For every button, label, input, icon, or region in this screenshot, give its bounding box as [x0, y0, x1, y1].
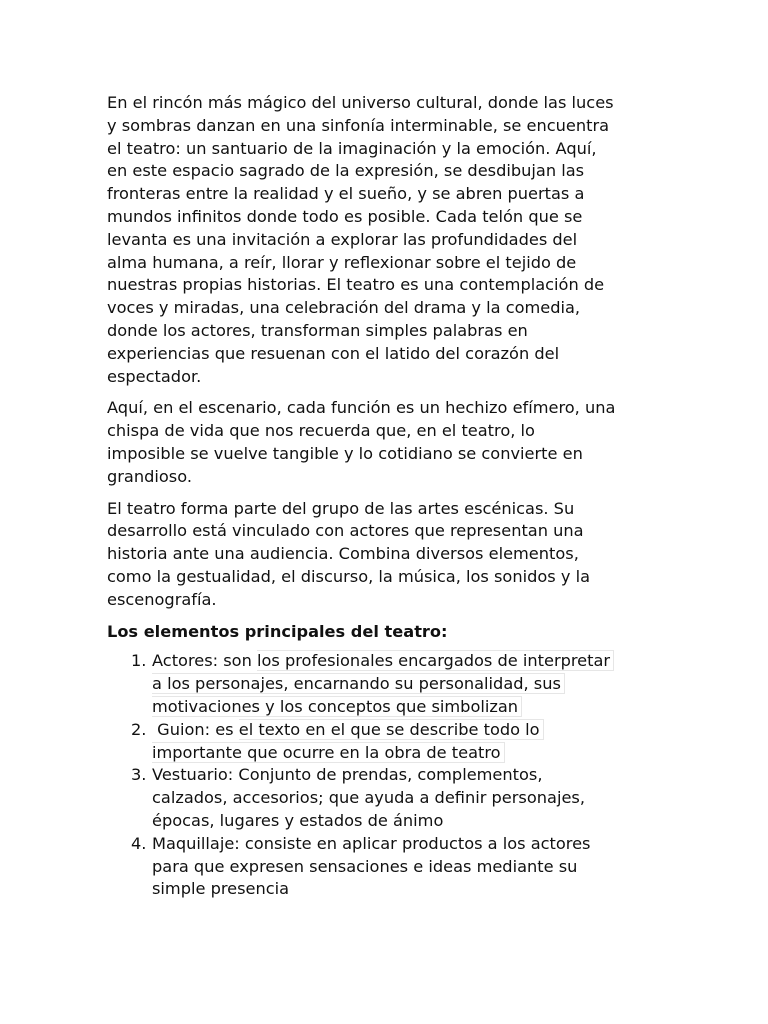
list-item	[107, 719, 667, 765]
list-number: 3.	[131, 765, 147, 785]
list-item-line	[152, 673, 667, 696]
text-line: como la gestualidad, el discurso, la música, los sonidos y la	[107, 566, 590, 586]
paragraph	[107, 397, 667, 488]
list-item-line	[152, 696, 667, 719]
highlighted-text: los profesionales encargados de interpretar	[257, 650, 614, 671]
highlighted-text: a los personajes, encarnando su personalidad, sus	[152, 673, 565, 694]
text-line: donde los actores, transforman simples palabras en	[107, 320, 528, 340]
list-item-line	[152, 856, 667, 879]
text-line: En el rincón más mágico del universo cultural, donde las luces	[107, 93, 614, 112]
list-item-line	[152, 787, 667, 810]
text-line: Aquí, en el escenario, cada función es un hechizo efímero, una	[107, 398, 616, 418]
list-item-line	[152, 719, 667, 742]
paragraph	[107, 498, 667, 612]
list-item-line	[152, 650, 667, 673]
highlighted-text: importante que ocurre en la obra de teatro	[152, 742, 505, 763]
text-line: fronteras entre la realidad y el sueño, y se abren puertas a	[107, 184, 585, 204]
text-line: alma humana, a reír, llorar y reflexionar sobre el tejido de	[107, 252, 577, 272]
elements-list	[107, 650, 667, 901]
highlighted-text: el texto en el que se describe todo lo	[239, 719, 544, 740]
paragraph	[107, 92, 667, 388]
text-line: imposible se vuelve tangible y lo cotidiano se convierte en	[107, 443, 583, 463]
text-line: mundos infinitos donde todo es posible. Cada telón que se	[107, 206, 583, 226]
list-item	[107, 764, 667, 832]
list-item	[107, 650, 667, 718]
text-line: escenografía.	[107, 589, 217, 609]
list-item-line	[152, 810, 667, 833]
list-item-text: Maquillaje: consiste en aplicar productos a los actores	[152, 833, 591, 853]
text-line: el teatro: un santuario de la imaginación y la emoción. Aquí,	[107, 138, 597, 158]
list-item-text: épocas, lugares y estados de ánimo	[152, 810, 444, 830]
body-text	[107, 92, 667, 612]
text-line: nuestras propias historias. El teatro es una contemplación de	[107, 275, 605, 295]
text-line: levanta es una invitación a explorar las profundidades del	[107, 229, 578, 249]
text-line: espectador.	[107, 366, 202, 386]
text-line: voces y miradas, una celebración del drama y la comedia,	[107, 298, 581, 318]
list-number: 1.	[131, 651, 147, 671]
list-item-text: calzados, accesorios; que ayuda a definir personajes,	[152, 788, 585, 808]
list-number: 2.	[131, 719, 147, 739]
list-item-text: para que expresen sensaciones e ideas mediante su	[152, 856, 578, 876]
text-line: experiencias que resuenan con el latido del corazón del	[107, 343, 560, 363]
highlighted-text: motivaciones y los conceptos que simbolizan	[152, 696, 522, 717]
list-number: 4.	[131, 833, 147, 853]
document-page	[107, 92, 667, 901]
text-line: en este espacio sagrado de la expresión, se desdibujan las	[107, 161, 585, 181]
list-item-text: Vestuario: Conjunto de prendas, complementos,	[152, 765, 543, 785]
list-item-line	[152, 833, 667, 856]
list-item-text: Guion: es	[152, 719, 239, 739]
text-line: historia ante una audiencia. Combina diversos elementos,	[107, 544, 579, 564]
list-item-text: simple presencia	[152, 879, 290, 899]
text-line: El teatro forma parte del grupo de las artes escénicas. Su	[107, 498, 575, 518]
text-line: chispa de vida que nos recuerda que, en el teatro, lo	[107, 421, 535, 441]
list-item	[107, 833, 667, 901]
list-item-line	[152, 878, 667, 901]
list-item-line	[152, 764, 667, 787]
section-heading: Los elementos principales del teatro:	[107, 621, 448, 641]
text-line: desarrollo está vinculado con actores que representan una	[107, 521, 584, 541]
list-item-line	[152, 742, 667, 765]
text-line: grandioso.	[107, 466, 192, 486]
list-item-text: Actores: son	[152, 651, 257, 671]
text-line: y sombras danzan en una sinfonía interminable, se encuentra	[107, 115, 610, 135]
